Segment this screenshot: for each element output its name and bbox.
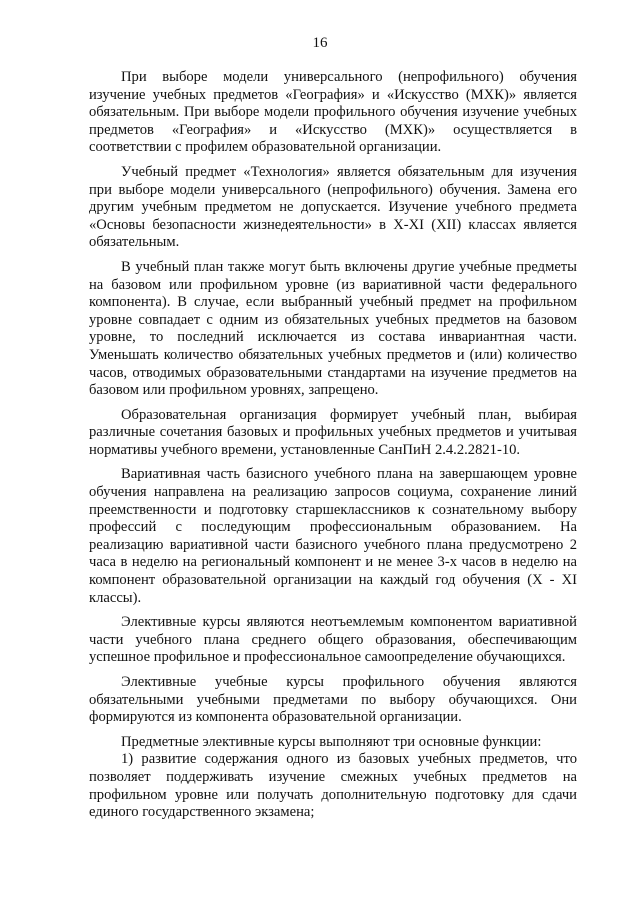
paragraph-technology: Учебный предмет «Технология» является обязательным для изучения при выборе модели универсального (непрофильного) обучения. Замена его другим учебным предметом не допускается. Изучение учебного предмета «Основы безопасности жизнедеятельности» в X-XI (XII) классах является обязательным.: [89, 163, 577, 251]
paragraph-geography-art: При выборе модели универсального (непрофильного) обучения изучение учебных предметов «География» и «Искусство (МХК)» является обязательным. При выборе модели профильного обучения изучение учебных предметов «География» и «Искусство (МХК)» осуществляется в соответствии с профилем образовательной организации.: [89, 69, 577, 156]
paragraph-additional-subjects: В учебный план также могут быть включены другие учебные предметы на базовом или профильном уровне (из вариативной части федерального компонента). В случае, если выбранный учебный предмет на профильном уровне совпадает с одним из обязательных учебных предметов на базовом уровне, то последний исключается из состава инвариантная части. Уменьшать количество обязательных учебных предметов и (или) количество часов, отводимых образовательными стандартами на изучение предметов на базовом или профильном уровнях, запрещено.: [89, 258, 577, 399]
page-number: 16: [312, 35, 328, 51]
paragraph-curriculum-formation: Образовательная организация формирует учебный план, выбирая различные сочетания базовых и профильных учебных предметов и учитывая нормативы учебного времени, установленные СанПиН 2.4.2.2821-10.: [89, 406, 577, 458]
list-item-function-1: 1) развитие содержания одного из базовых учебных предметов, что позволяет поддерживать изучение смежных учебных предметов на профильном уровне или получать дополнительную подготовку для сдачи единого государственного экзамена;: [89, 751, 577, 821]
document-body: [89, 69, 577, 822]
paragraph-functions-intro: Предметные элективные курсы выполняют три основные функции:: [121, 733, 542, 750]
paragraph-variative-part: Вариативная часть базисного учебного плана на завершающем уровне обучения направлена на реализацию запросов социума, сохранение линий преемственности и подготовку старшеклассников к сознательному выбору профессий с последующим профессиональным образованием. На реализацию вариативной части базисного учебного плана предусмотрено 2 часа в неделю на региональный компонент и не менее 3-х часов в неделю на компонент образовательной организации на каждый год обучения (X - XI классы).: [89, 466, 577, 606]
paragraph-elective-courses: Элективные курсы являются неотъемлемым компонентом вариативной части учебного плана среднего общего образования, обеспечивающим успешное профильное и профессиональное самоопределение обучающихся.: [89, 614, 577, 666]
paragraph-elective-mandatory: Элективные учебные курсы профильного обучения являются обязательными учебными предметами по выбору обучающихся. Они формируются из компонента образовательной организации.: [89, 674, 577, 726]
